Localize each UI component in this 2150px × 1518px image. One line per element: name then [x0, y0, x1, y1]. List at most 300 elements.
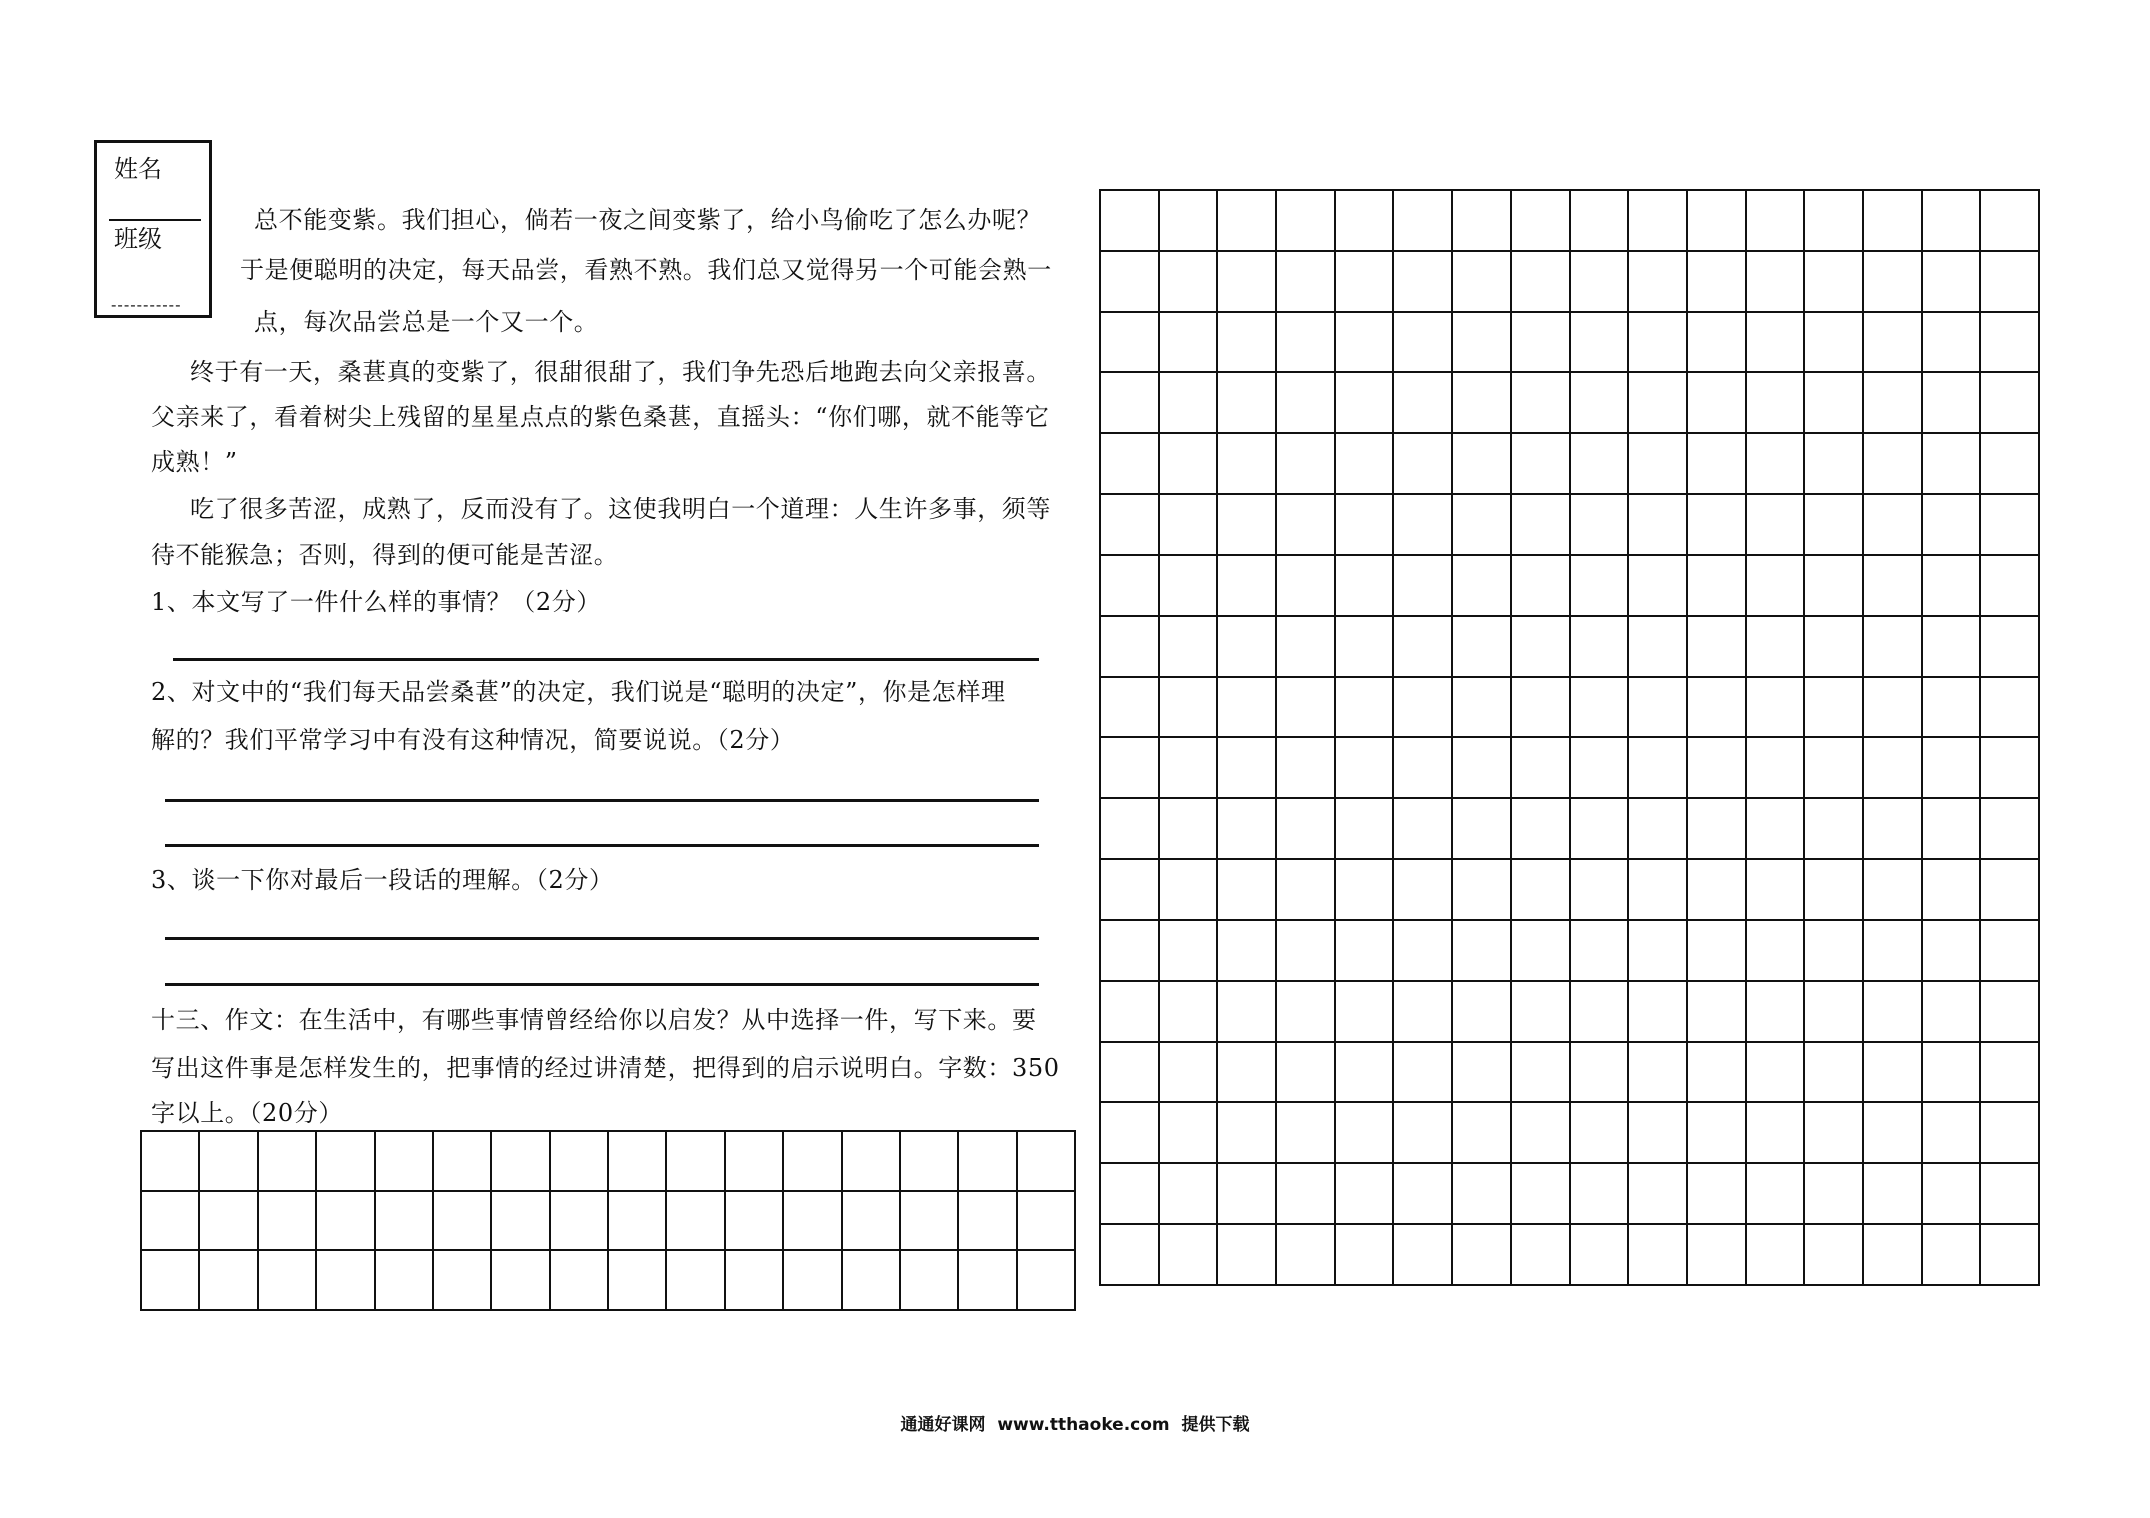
grid-cell[interactable] [1512, 495, 1571, 556]
grid-cell[interactable] [1218, 1103, 1277, 1164]
grid-cell[interactable] [1453, 921, 1512, 982]
grid-cell[interactable] [609, 1132, 667, 1192]
grid-cell[interactable] [1218, 678, 1277, 739]
answer-line-q1[interactable] [173, 658, 1039, 661]
grid-cell[interactable] [1571, 860, 1630, 921]
grid-cell[interactable] [1336, 313, 1395, 374]
grid-cell[interactable] [317, 1251, 375, 1311]
grid-cell[interactable] [1981, 252, 2040, 313]
grid-cell[interactable] [1629, 678, 1688, 739]
grid-cell[interactable] [667, 1251, 725, 1311]
grid-cell[interactable] [1805, 1164, 1864, 1225]
grid-cell[interactable] [1218, 738, 1277, 799]
grid-cell[interactable] [667, 1192, 725, 1252]
grid-cell[interactable] [1160, 373, 1219, 434]
grid-cell[interactable] [1101, 434, 1160, 495]
grid-cell[interactable] [1688, 1103, 1747, 1164]
grid-cell[interactable] [1277, 313, 1336, 374]
grid-cell[interactable] [1160, 738, 1219, 799]
grid-cell[interactable] [1747, 495, 1806, 556]
grid-cell[interactable] [1981, 495, 2040, 556]
grid-cell[interactable] [1218, 617, 1277, 678]
grid-cell[interactable] [1394, 434, 1453, 495]
grid-cell[interactable] [1277, 860, 1336, 921]
grid-cell[interactable] [1336, 738, 1395, 799]
grid-cell[interactable] [1101, 191, 1160, 252]
grid-cell[interactable] [1923, 556, 1982, 617]
grid-cell[interactable] [1981, 921, 2040, 982]
grid-cell[interactable] [1571, 556, 1630, 617]
grid-cell[interactable] [1512, 556, 1571, 617]
grid-cell[interactable] [1805, 252, 1864, 313]
grid-cell[interactable] [1101, 313, 1160, 374]
grid-cell[interactable] [1571, 1225, 1630, 1286]
grid-cell[interactable] [1981, 313, 2040, 374]
grid-cell[interactable] [1629, 1164, 1688, 1225]
answer-line-q2-1[interactable] [165, 799, 1039, 802]
grid-cell[interactable] [492, 1192, 550, 1252]
grid-cell[interactable] [551, 1251, 609, 1311]
grid-cell[interactable] [1394, 921, 1453, 982]
grid-cell[interactable] [1160, 313, 1219, 374]
grid-cell[interactable] [1805, 678, 1864, 739]
grid-cell[interactable] [1571, 799, 1630, 860]
grid-cell[interactable] [492, 1251, 550, 1311]
grid-cell[interactable] [1101, 860, 1160, 921]
grid-cell[interactable] [1629, 252, 1688, 313]
grid-cell[interactable] [1688, 252, 1747, 313]
grid-cell[interactable] [1747, 434, 1806, 495]
grid-cell[interactable] [1453, 373, 1512, 434]
grid-cell[interactable] [1512, 252, 1571, 313]
grid-cell[interactable] [1688, 617, 1747, 678]
grid-cell[interactable] [1160, 556, 1219, 617]
grid-cell[interactable] [1864, 1103, 1923, 1164]
essay-grid-small[interactable] [140, 1130, 1076, 1311]
grid-cell[interactable] [1336, 617, 1395, 678]
grid-cell[interactable] [434, 1192, 492, 1252]
grid-cell[interactable] [1101, 1225, 1160, 1286]
grid-cell[interactable] [1571, 1043, 1630, 1104]
grid-cell[interactable] [1277, 678, 1336, 739]
grid-cell[interactable] [784, 1251, 842, 1311]
grid-cell[interactable] [1629, 1225, 1688, 1286]
grid-cell[interactable] [1864, 921, 1923, 982]
grid-cell[interactable] [1336, 1225, 1395, 1286]
grid-cell[interactable] [1277, 495, 1336, 556]
grid-cell[interactable] [1160, 1164, 1219, 1225]
grid-cell[interactable] [1277, 556, 1336, 617]
grid-cell[interactable] [1512, 1225, 1571, 1286]
grid-cell[interactable] [200, 1132, 258, 1192]
grid-cell[interactable] [1512, 921, 1571, 982]
grid-cell[interactable] [1805, 1225, 1864, 1286]
grid-cell[interactable] [1512, 799, 1571, 860]
grid-cell[interactable] [1923, 860, 1982, 921]
grid-cell[interactable] [1747, 1164, 1806, 1225]
grid-cell[interactable] [1018, 1192, 1076, 1252]
grid-cell[interactable] [1218, 799, 1277, 860]
grid-cell[interactable] [1218, 373, 1277, 434]
grid-cell[interactable] [1688, 556, 1747, 617]
grid-cell[interactable] [1864, 860, 1923, 921]
grid-cell[interactable] [1160, 678, 1219, 739]
grid-cell[interactable] [1394, 373, 1453, 434]
grid-cell[interactable] [1805, 617, 1864, 678]
grid-cell[interactable] [1453, 191, 1512, 252]
grid-cell[interactable] [1101, 1164, 1160, 1225]
grid-cell[interactable] [1864, 799, 1923, 860]
grid-cell[interactable] [1923, 1043, 1982, 1104]
name-blank-line[interactable] [109, 219, 201, 221]
grid-cell[interactable] [1688, 799, 1747, 860]
grid-cell[interactable] [1629, 921, 1688, 982]
grid-cell[interactable] [376, 1192, 434, 1252]
grid-cell[interactable] [1277, 434, 1336, 495]
grid-cell[interactable] [1512, 1043, 1571, 1104]
grid-cell[interactable] [1160, 921, 1219, 982]
grid-cell[interactable] [1688, 191, 1747, 252]
grid-cell[interactable] [1805, 921, 1864, 982]
grid-cell[interactable] [317, 1132, 375, 1192]
grid-cell[interactable] [1923, 313, 1982, 374]
grid-cell[interactable] [1453, 313, 1512, 374]
grid-cell[interactable] [1336, 921, 1395, 982]
grid-cell[interactable] [1453, 738, 1512, 799]
grid-cell[interactable] [1394, 617, 1453, 678]
grid-cell[interactable] [1277, 921, 1336, 982]
grid-cell[interactable] [1101, 738, 1160, 799]
grid-cell[interactable] [1629, 495, 1688, 556]
grid-cell[interactable] [1629, 313, 1688, 374]
grid-cell[interactable] [1394, 1103, 1453, 1164]
grid-cell[interactable] [1512, 860, 1571, 921]
grid-cell[interactable] [200, 1192, 258, 1252]
grid-cell[interactable] [1571, 313, 1630, 374]
grid-cell[interactable] [609, 1192, 667, 1252]
grid-cell[interactable] [901, 1132, 959, 1192]
grid-cell[interactable] [1981, 1164, 2040, 1225]
grid-cell[interactable] [1453, 556, 1512, 617]
grid-cell[interactable] [1981, 1043, 2040, 1104]
grid-cell[interactable] [1394, 982, 1453, 1043]
grid-cell[interactable] [1923, 738, 1982, 799]
grid-cell[interactable] [1218, 1043, 1277, 1104]
grid-cell[interactable] [843, 1251, 901, 1311]
grid-cell[interactable] [1629, 373, 1688, 434]
grid-cell[interactable] [1101, 1103, 1160, 1164]
grid-cell[interactable] [551, 1132, 609, 1192]
grid-cell[interactable] [1923, 373, 1982, 434]
grid-cell[interactable] [1981, 738, 2040, 799]
grid-cell[interactable] [1747, 799, 1806, 860]
grid-cell[interactable] [1160, 799, 1219, 860]
grid-cell[interactable] [1336, 1043, 1395, 1104]
grid-cell[interactable] [1864, 191, 1923, 252]
grid-cell[interactable] [1277, 982, 1336, 1043]
grid-cell[interactable] [959, 1251, 1017, 1311]
grid-cell[interactable] [1453, 678, 1512, 739]
grid-cell[interactable] [1747, 678, 1806, 739]
grid-cell[interactable] [1981, 191, 2040, 252]
grid-cell[interactable] [1160, 495, 1219, 556]
grid-cell[interactable] [259, 1132, 317, 1192]
grid-cell[interactable] [1018, 1251, 1076, 1311]
grid-cell[interactable] [1805, 556, 1864, 617]
grid-cell[interactable] [1512, 617, 1571, 678]
grid-cell[interactable] [1923, 921, 1982, 982]
grid-cell[interactable] [1981, 434, 2040, 495]
grid-cell[interactable] [142, 1251, 200, 1311]
grid-cell[interactable] [1453, 1103, 1512, 1164]
grid-cell[interactable] [1277, 191, 1336, 252]
grid-cell[interactable] [1923, 617, 1982, 678]
grid-cell[interactable] [1160, 252, 1219, 313]
grid-cell[interactable] [1512, 434, 1571, 495]
grid-cell[interactable] [1629, 738, 1688, 799]
grid-cell[interactable] [1101, 373, 1160, 434]
grid-cell[interactable] [1394, 1043, 1453, 1104]
grid-cell[interactable] [1160, 1043, 1219, 1104]
grid-cell[interactable] [1218, 556, 1277, 617]
grid-cell[interactable] [1747, 556, 1806, 617]
grid-cell[interactable] [1571, 1103, 1630, 1164]
grid-cell[interactable] [667, 1132, 725, 1192]
grid-cell[interactable] [1864, 1225, 1923, 1286]
grid-cell[interactable] [843, 1132, 901, 1192]
grid-cell[interactable] [901, 1192, 959, 1252]
grid-cell[interactable] [1101, 921, 1160, 982]
grid-cell[interactable] [784, 1192, 842, 1252]
grid-cell[interactable] [1629, 434, 1688, 495]
grid-cell[interactable] [1805, 191, 1864, 252]
grid-cell[interactable] [1571, 434, 1630, 495]
grid-cell[interactable] [1923, 191, 1982, 252]
grid-cell[interactable] [1336, 191, 1395, 252]
grid-cell[interactable] [1394, 191, 1453, 252]
grid-cell[interactable] [1923, 1225, 1982, 1286]
grid-cell[interactable] [1923, 678, 1982, 739]
grid-cell[interactable] [1160, 191, 1219, 252]
grid-cell[interactable] [1923, 1103, 1982, 1164]
grid-cell[interactable] [1512, 313, 1571, 374]
grid-cell[interactable] [1805, 738, 1864, 799]
grid-cell[interactable] [1101, 556, 1160, 617]
grid-cell[interactable] [1277, 799, 1336, 860]
grid-cell[interactable] [1160, 1225, 1219, 1286]
grid-cell[interactable] [1336, 860, 1395, 921]
grid-cell[interactable] [1512, 191, 1571, 252]
grid-cell[interactable] [1453, 860, 1512, 921]
grid-cell[interactable] [551, 1192, 609, 1252]
grid-cell[interactable] [726, 1251, 784, 1311]
grid-cell[interactable] [1160, 982, 1219, 1043]
grid-cell[interactable] [1688, 860, 1747, 921]
grid-cell[interactable] [1571, 495, 1630, 556]
grid-cell[interactable] [1277, 1164, 1336, 1225]
grid-cell[interactable] [1981, 678, 2040, 739]
grid-cell[interactable] [1453, 982, 1512, 1043]
grid-cell[interactable] [1218, 434, 1277, 495]
grid-cell[interactable] [434, 1251, 492, 1311]
grid-cell[interactable] [1864, 313, 1923, 374]
grid-cell[interactable] [1805, 982, 1864, 1043]
grid-cell[interactable] [843, 1192, 901, 1252]
grid-cell[interactable] [1571, 617, 1630, 678]
grid-cell[interactable] [1453, 617, 1512, 678]
answer-line-q2-2[interactable] [165, 844, 1039, 847]
grid-cell[interactable] [1277, 1043, 1336, 1104]
grid-cell[interactable] [1923, 434, 1982, 495]
grid-cell[interactable] [1981, 860, 2040, 921]
grid-cell[interactable] [726, 1192, 784, 1252]
grid-cell[interactable] [1747, 738, 1806, 799]
grid-cell[interactable] [1453, 1225, 1512, 1286]
grid-cell[interactable] [1981, 617, 2040, 678]
grid-cell[interactable] [1571, 252, 1630, 313]
grid-cell[interactable] [1923, 982, 1982, 1043]
grid-cell[interactable] [1571, 1164, 1630, 1225]
grid-cell[interactable] [1688, 1164, 1747, 1225]
grid-cell[interactable] [1218, 1225, 1277, 1286]
grid-cell[interactable] [1394, 1225, 1453, 1286]
grid-cell[interactable] [1747, 982, 1806, 1043]
grid-cell[interactable] [1336, 1164, 1395, 1225]
grid-cell[interactable] [1688, 921, 1747, 982]
grid-cell[interactable] [142, 1132, 200, 1192]
grid-cell[interactable] [1512, 373, 1571, 434]
grid-cell[interactable] [1571, 921, 1630, 982]
grid-cell[interactable] [1629, 556, 1688, 617]
grid-cell[interactable] [1805, 799, 1864, 860]
grid-cell[interactable] [1688, 1043, 1747, 1104]
grid-cell[interactable] [1018, 1132, 1076, 1192]
grid-cell[interactable] [1571, 678, 1630, 739]
grid-cell[interactable] [1688, 495, 1747, 556]
grid-cell[interactable] [1981, 373, 2040, 434]
grid-cell[interactable] [1747, 1225, 1806, 1286]
grid-cell[interactable] [1571, 373, 1630, 434]
grid-cell[interactable] [1747, 921, 1806, 982]
grid-cell[interactable] [1394, 313, 1453, 374]
grid-cell[interactable] [1864, 373, 1923, 434]
grid-cell[interactable] [317, 1192, 375, 1252]
grid-cell[interactable] [1688, 982, 1747, 1043]
grid-cell[interactable] [1864, 556, 1923, 617]
grid-cell[interactable] [142, 1192, 200, 1252]
grid-cell[interactable] [1394, 860, 1453, 921]
grid-cell[interactable] [1864, 678, 1923, 739]
grid-cell[interactable] [1864, 252, 1923, 313]
grid-cell[interactable] [1629, 1043, 1688, 1104]
grid-cell[interactable] [1512, 982, 1571, 1043]
grid-cell[interactable] [959, 1132, 1017, 1192]
grid-cell[interactable] [1218, 313, 1277, 374]
grid-cell[interactable] [1923, 1164, 1982, 1225]
grid-cell[interactable] [1453, 495, 1512, 556]
grid-cell[interactable] [1981, 556, 2040, 617]
grid-cell[interactable] [1864, 617, 1923, 678]
answer-line-q3-2[interactable] [165, 983, 1039, 986]
grid-cell[interactable] [1277, 738, 1336, 799]
grid-cell[interactable] [1805, 1043, 1864, 1104]
grid-cell[interactable] [492, 1132, 550, 1192]
grid-cell[interactable] [1512, 1164, 1571, 1225]
grid-cell[interactable] [1277, 252, 1336, 313]
grid-cell[interactable] [1747, 313, 1806, 374]
grid-cell[interactable] [1864, 738, 1923, 799]
grid-cell[interactable] [609, 1251, 667, 1311]
grid-cell[interactable] [1218, 982, 1277, 1043]
grid-cell[interactable] [1629, 617, 1688, 678]
grid-cell[interactable] [1512, 678, 1571, 739]
grid-cell[interactable] [1747, 617, 1806, 678]
grid-cell[interactable] [1981, 799, 2040, 860]
grid-cell[interactable] [1218, 495, 1277, 556]
grid-cell[interactable] [1688, 434, 1747, 495]
grid-cell[interactable] [1336, 252, 1395, 313]
grid-cell[interactable] [1805, 860, 1864, 921]
grid-cell[interactable] [1101, 982, 1160, 1043]
grid-cell[interactable] [1805, 373, 1864, 434]
grid-cell[interactable] [1336, 982, 1395, 1043]
grid-cell[interactable] [1981, 982, 2040, 1043]
grid-cell[interactable] [434, 1132, 492, 1192]
grid-cell[interactable] [259, 1251, 317, 1311]
grid-cell[interactable] [1101, 617, 1160, 678]
grid-cell[interactable] [1864, 1043, 1923, 1104]
grid-cell[interactable] [1160, 1103, 1219, 1164]
grid-cell[interactable] [1688, 313, 1747, 374]
grid-cell[interactable] [1453, 799, 1512, 860]
grid-cell[interactable] [1394, 252, 1453, 313]
grid-cell[interactable] [1864, 982, 1923, 1043]
grid-cell[interactable] [1277, 373, 1336, 434]
grid-cell[interactable] [1629, 982, 1688, 1043]
grid-cell[interactable] [1394, 799, 1453, 860]
grid-cell[interactable] [1101, 678, 1160, 739]
grid-cell[interactable] [1394, 495, 1453, 556]
grid-cell[interactable] [1747, 860, 1806, 921]
grid-cell[interactable] [1629, 1103, 1688, 1164]
grid-cell[interactable] [901, 1251, 959, 1311]
grid-cell[interactable] [1629, 191, 1688, 252]
grid-cell[interactable] [1805, 434, 1864, 495]
grid-cell[interactable] [1160, 434, 1219, 495]
grid-cell[interactable] [1747, 252, 1806, 313]
grid-cell[interactable] [1218, 252, 1277, 313]
grid-cell[interactable] [1453, 252, 1512, 313]
grid-cell[interactable] [1101, 495, 1160, 556]
grid-cell[interactable] [1571, 191, 1630, 252]
grid-cell[interactable] [1218, 191, 1277, 252]
grid-cell[interactable] [1394, 1164, 1453, 1225]
grid-cell[interactable] [784, 1132, 842, 1192]
grid-cell[interactable] [1981, 1225, 2040, 1286]
grid-cell[interactable] [1277, 1103, 1336, 1164]
grid-cell[interactable] [1218, 1164, 1277, 1225]
grid-cell[interactable] [1336, 1103, 1395, 1164]
grid-cell[interactable] [1688, 1225, 1747, 1286]
grid-cell[interactable] [1805, 313, 1864, 374]
grid-cell[interactable] [1336, 678, 1395, 739]
grid-cell[interactable] [726, 1132, 784, 1192]
grid-cell[interactable] [1688, 678, 1747, 739]
grid-cell[interactable] [1218, 921, 1277, 982]
grid-cell[interactable] [1688, 738, 1747, 799]
grid-cell[interactable] [376, 1251, 434, 1311]
grid-cell[interactable] [376, 1132, 434, 1192]
